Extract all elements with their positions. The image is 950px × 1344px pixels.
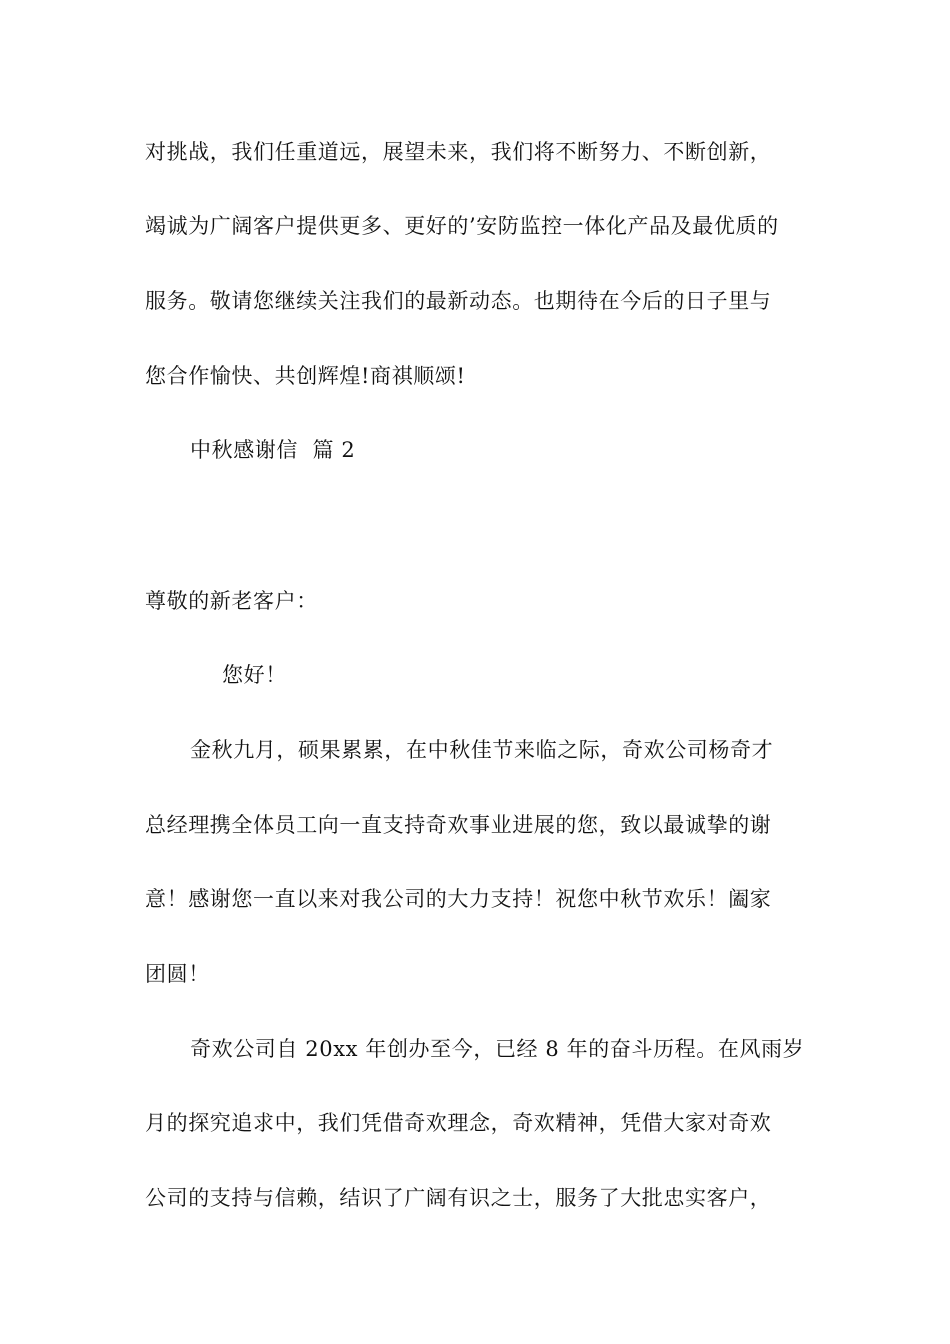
- paragraph-line: 竭诚为广阔客户提供更多、更好的’安防监控一体化产品及最优质的: [145, 214, 779, 238]
- paragraph-line: 总经理携全体员工向一直支持奇欢事业进展的您，致以最诚挚的谢: [145, 813, 772, 837]
- paragraph-line: 金秋九月，硕果累累，在中秋佳节来临之际，奇欢公司杨奇才: [190, 738, 774, 762]
- paragraph-line: 意！感谢您一直以来对我公司的大力支持！祝您中秋节欢乐！阖家: [145, 887, 772, 911]
- paragraph-line: 月的探究追求中，我们凭借奇欢理念，奇欢精神，凭借大家对奇欢: [145, 1111, 772, 1135]
- paragraph-line: 公司的支持与信赖，结识了广阔有识之士，服务了大批忠实客户，: [145, 1186, 772, 1210]
- paragraph-line: 对挑战，我们任重道远，展望未来，我们将不断努力、不断创新，: [145, 140, 772, 164]
- section-heading: 中秋感谢信 篇 2: [190, 438, 356, 462]
- paragraph-line: 团圆！: [145, 962, 210, 986]
- paragraph-line: 您合作愉快、共创辉煌!商祺顺颂!: [145, 364, 466, 388]
- greeting: 您好！: [222, 663, 287, 687]
- salutation: 尊敬的新老客户：: [145, 589, 318, 613]
- paragraph-line: 奇欢公司自 20xx 年创办至今，已经 8 年的奋斗历程。在风雨岁: [190, 1037, 805, 1061]
- paragraph-line: 服务。敬请您继续关注我们的最新动态。也期待在今后的日子里与: [145, 289, 772, 313]
